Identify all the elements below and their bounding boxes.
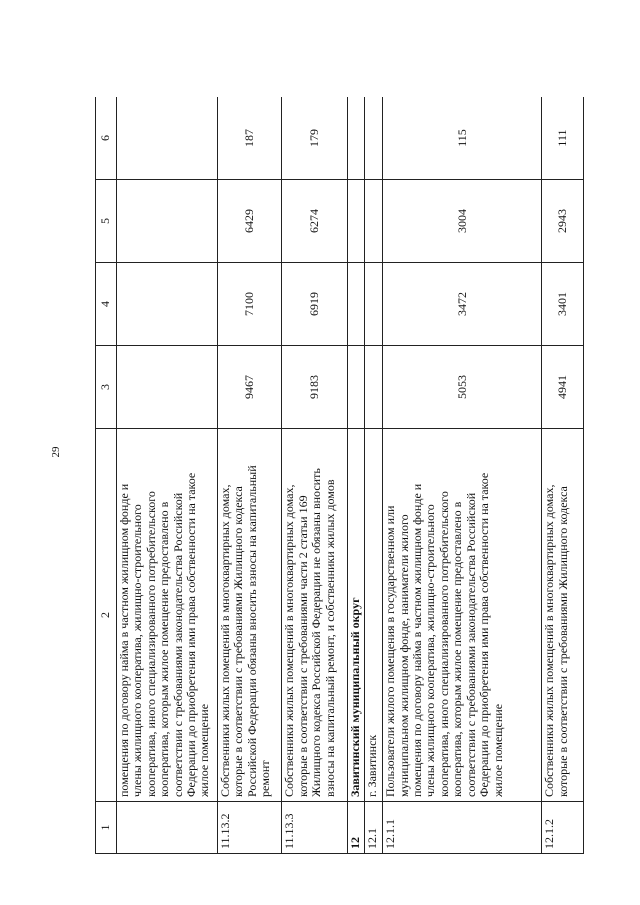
value-col3: 9467: [217, 346, 282, 429]
value-col5: 6429: [217, 180, 282, 263]
value-col4: 3401: [542, 263, 584, 346]
value-col4: 7100: [217, 263, 282, 346]
value-col6: [365, 97, 383, 180]
row-description: Собственники жилых помещений в многоквартирных домах, которые в соответствии с требованиями Жилищного кодекса Российской Федерации обязаны вносить взносы на капитальный ремонт: [217, 429, 282, 802]
row-code: 12: [347, 802, 365, 854]
header-cell: 5: [96, 180, 117, 263]
table-row: [542, 97, 584, 854]
value-col4: [347, 263, 365, 346]
table-row: [217, 97, 282, 854]
table-row: [347, 97, 365, 854]
value-col3: 9183: [282, 346, 348, 429]
value-col5: [116, 180, 217, 263]
row-code: 12.1: [365, 802, 383, 854]
value-col6: [347, 97, 365, 180]
value-col5: 3004: [383, 180, 542, 263]
value-col5: [365, 180, 383, 263]
value-col6: 179: [282, 97, 348, 180]
header-cell: 6: [96, 97, 117, 180]
row-code: 11.13.2: [217, 802, 282, 854]
table-row: [116, 97, 217, 854]
value-col3: 5053: [383, 346, 542, 429]
tariff-table: [95, 97, 584, 854]
header-cell: 2: [96, 429, 117, 802]
row-description: Собственники жилых помещений в многоквартирных домах, которые в соответствии с требованиями части 2 статьи 169 Жилищного кодекса Российской Федерации не обязаны вносить взносы на капитальный ремонт, и собственники жилых домов: [282, 429, 348, 802]
value-col5: 6274: [282, 180, 348, 263]
rotated-table-container: [95, 97, 584, 854]
value-col4: [365, 263, 383, 346]
value-col6: 115: [383, 97, 542, 180]
section-title: Завитинский муниципальный округ: [347, 429, 365, 802]
row-code: 12.1.2: [542, 802, 584, 854]
table-row: [282, 97, 348, 854]
header-cell: 4: [96, 263, 117, 346]
page-number: 29: [50, 446, 62, 458]
value-col5: [347, 180, 365, 263]
value-col3: [365, 346, 383, 429]
subsection-title: г. Завитинск: [365, 429, 383, 802]
value-col3: [347, 346, 365, 429]
table-row: [383, 97, 542, 854]
rotated-table-inner: [95, 97, 584, 854]
row-code: 11.13.3: [282, 802, 348, 854]
value-col4: [116, 263, 217, 346]
value-col3: [116, 346, 217, 429]
row-description: помещения по договору найма в частном жилищном фонде и члены жилищного кооператива, жилищно-строительного кооператива, иного специализированного потребительского кооператива, которым жилое помещение предоставлено в соответствии с требованиями законодательства Российской Федерации до приобретения ими права собственности на такое жилое помещение: [116, 429, 217, 802]
value-col4: 6919: [282, 263, 348, 346]
row-description: Пользователи жилого помещения в государственном или муниципальном жилищном фонде, наниматели жилого помещения по договору найма в частном жилищном фонде и члены жилищного кооператива, жилищно-строительного кооператива, иного специализированного потребительского кооператива, которым жилое помещение предоставлено в соответствии с требованиями законодательства Российской Федерации до приобретения ими права собственности на такое жилое помещение: [383, 429, 542, 802]
header-cell: 3: [96, 346, 117, 429]
header-row: [96, 97, 117, 854]
row-code: 12.1.1: [383, 802, 542, 854]
value-col4: 3472: [383, 263, 542, 346]
value-col3: 4941: [542, 346, 584, 429]
header-cell: 1: [96, 802, 117, 854]
row-description: Собственники жилых помещений в многоквартирных домах, которые в соответствии с требованиями Жилищного кодекса: [542, 429, 584, 802]
value-col6: 187: [217, 97, 282, 180]
value-col6: 111: [542, 97, 584, 180]
value-col6: [116, 97, 217, 180]
value-col5: 2943: [542, 180, 584, 263]
row-code: [116, 802, 217, 854]
table-row: [365, 97, 383, 854]
